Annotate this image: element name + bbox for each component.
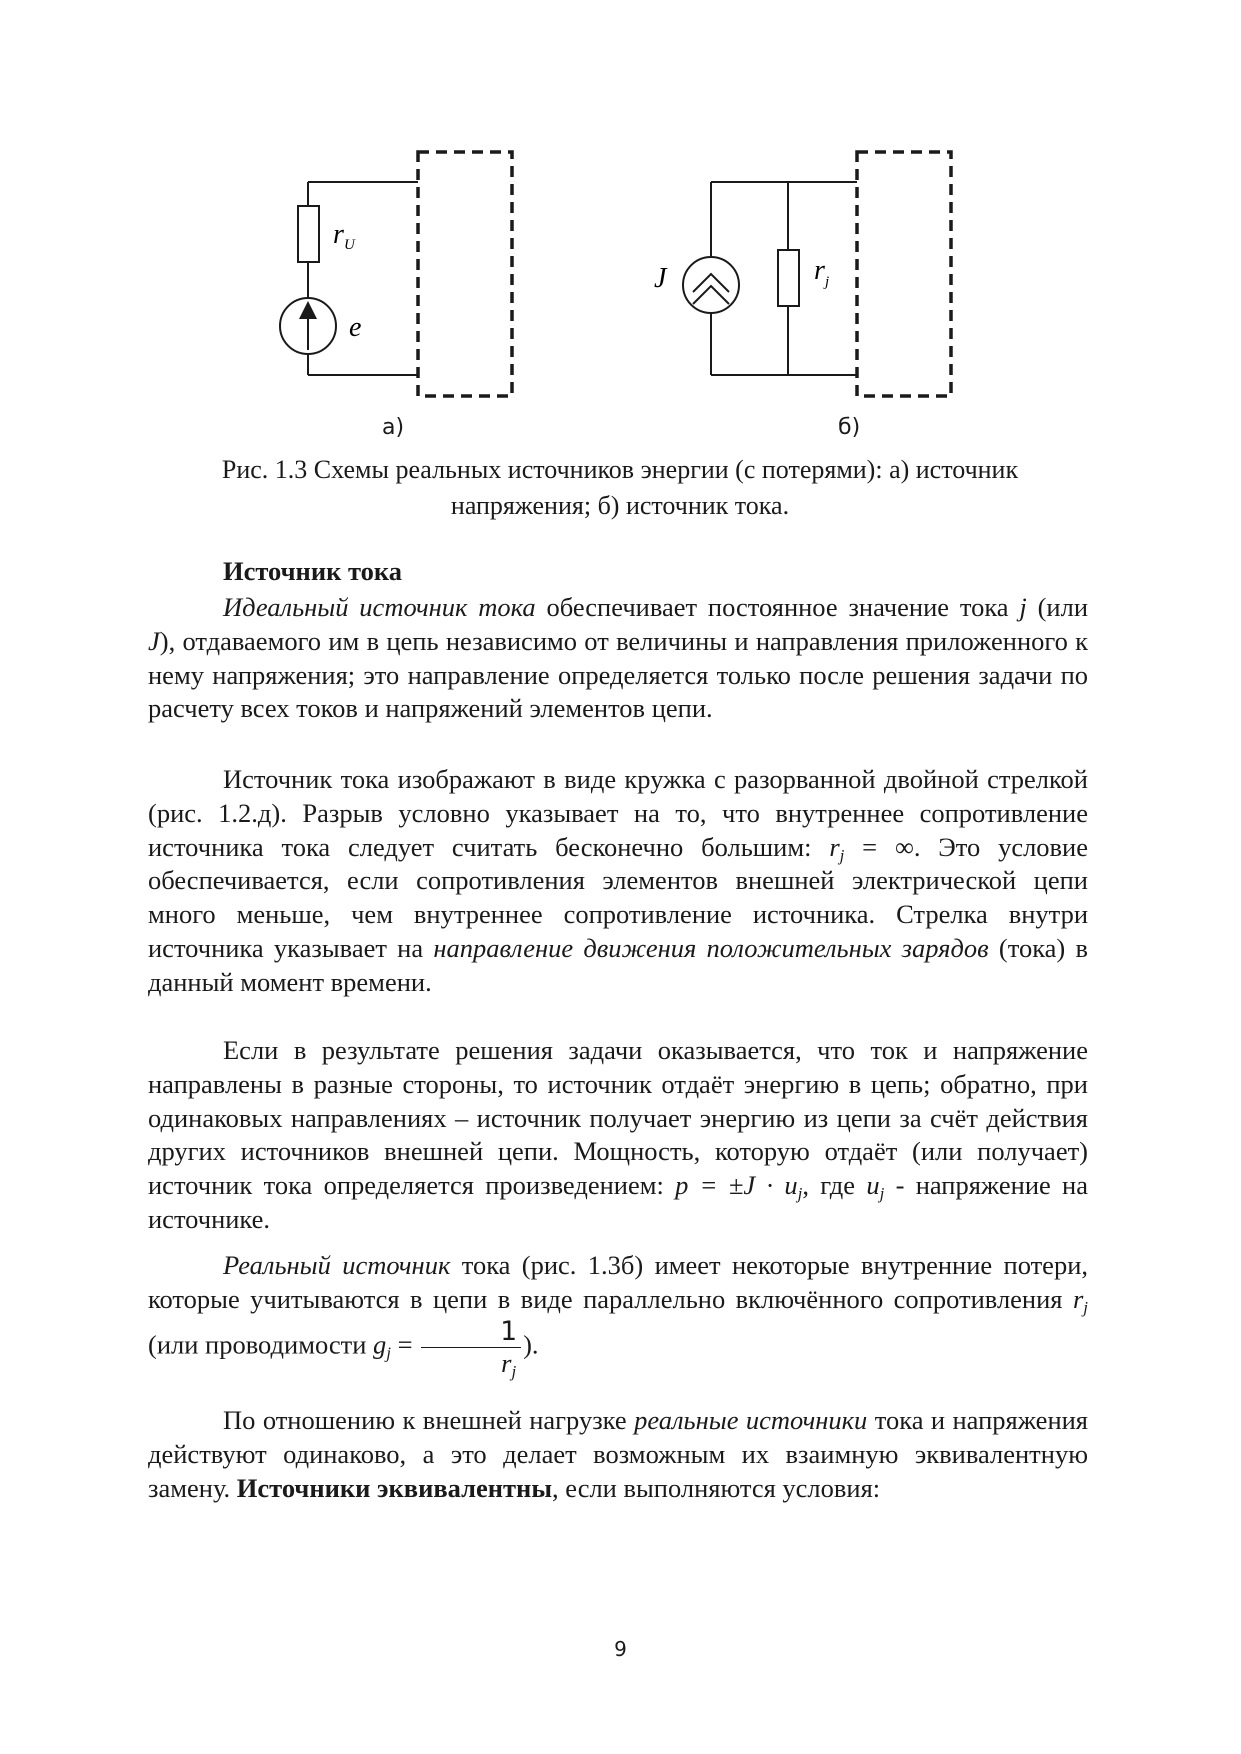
formula-r: r <box>829 831 840 862</box>
term-real-source: Реальный источник <box>223 1250 451 1280</box>
symbol-r: r <box>1072 1283 1084 1314</box>
term-charge-direction: направление движения положительных зарядов <box>433 932 989 963</box>
section-heading: Источник тока <box>223 556 403 586</box>
paragraph-ideal-current-source <box>148 591 1088 726</box>
p5-text-2: тока и напряжения действуют одинаково, а это делает возможным их взаимную эквивалентную замену. <box>148 1405 1088 1503</box>
paragraph-real-current-source <box>148 1249 1089 1381</box>
symbol-g: g <box>373 1329 387 1360</box>
p3-text-1: Если в результате решения задачи оказывается, что ток и напряжение направлены в разные стороны, то источник отдаёт энергию в цепь; обратно, при одинаковых направлениях – источник получает энергию из цепи за счёт действия других источников внешней цепи. Мощность, которую отдаёт (или получает) источник тока определяется произведением: <box>148 1035 1088 1201</box>
symbol-j: j <box>1019 592 1027 622</box>
voltage-source-circuit <box>280 152 512 396</box>
p1-text-3: ), отдаваемого им в цепь независимо от величины и направления приложенного к нему напряжения; это направление определяется только после решения задачи по расчету всех токов и напряжений элементов цепи. <box>148 625 1088 724</box>
p4-text-1: тока (рис. 1.3б) имеет некоторые внутренние потери, которые учитываются в цепи в виде параллельно включённого сопротивления <box>148 1250 1089 1314</box>
p4-text-2: (или проводимости <box>148 1329 374 1360</box>
p1-text-1: обеспечивает постоянное значение тока <box>535 592 1020 622</box>
paragraph-current-source-symbol <box>148 763 1088 1000</box>
term-equivalent-sources: Источники эквивалентны <box>236 1472 553 1503</box>
p3-text-2: , где <box>802 1170 867 1201</box>
symbol-u: u <box>866 1170 880 1201</box>
caption-line-1: Рис. 1.3 Схемы реальных источников энергии (с потерями): а) источник <box>221 455 1019 484</box>
p1-text-2: (или <box>1026 592 1088 622</box>
formula-r-sub: j <box>839 845 845 865</box>
fraction-den-sub: j <box>511 1361 517 1381</box>
symbol-u-sub: j <box>879 1184 885 1204</box>
p2-text-3: (тока) в данный момент времени. <box>148 932 1088 997</box>
p4-text-3: ). <box>523 1329 539 1360</box>
rU-label: r <box>333 219 344 250</box>
conductance-fraction <box>421 1315 521 1381</box>
rU-subscript: U <box>344 237 355 253</box>
resistor-rj-icon <box>778 250 799 306</box>
emf-arrow-icon <box>299 301 317 319</box>
figure-caption <box>150 452 1090 524</box>
power-formula-sub: j <box>797 1184 803 1204</box>
caption-line-2: напряжения; б) источник тока. <box>450 491 790 520</box>
rj-label: r <box>814 255 825 286</box>
formula-infinity: = ∞ <box>844 831 914 862</box>
symbol-J: J <box>148 625 160 656</box>
paragraph-equivalence <box>148 1404 1088 1505</box>
circuit-figures <box>0 0 1241 440</box>
power-formula: p = ±J · u <box>675 1170 798 1201</box>
fraction-den-r: r <box>501 1347 512 1378</box>
panel-label-b: б) <box>838 415 861 440</box>
symbol-g-sub: j <box>386 1343 392 1363</box>
fraction-numerator: 1 <box>421 1317 521 1348</box>
panel-label-a: а) <box>382 415 405 440</box>
resistor-rU-icon <box>298 206 319 262</box>
equals-sign: = <box>391 1329 420 1360</box>
J-label: J <box>654 263 667 294</box>
p2-text-1: Источник тока изображают в виде кружка с разорванной двойной стрелкой (рис. 1.2.д). Разрыв условно указывает на то, что внутреннее сопротивление источника тока следует считать бесконечно большим: <box>148 764 1088 862</box>
p5-text-1: По отношению к внешней нагрузке <box>223 1405 635 1435</box>
paragraph-energy-direction <box>148 1034 1088 1237</box>
external-network-box-right <box>857 152 951 396</box>
external-network-box-left <box>418 152 512 396</box>
e-label: e <box>349 312 362 343</box>
fraction-denominator <box>421 1347 521 1381</box>
p3-text-3: - напряжение на источнике. <box>148 1170 1088 1234</box>
term-real-sources: реальные источники <box>634 1405 868 1435</box>
p5-text-3: , если выполняются условия: <box>552 1472 881 1503</box>
symbol-r-sub: j <box>1083 1297 1088 1317</box>
page-number: 9 <box>614 1637 627 1661</box>
p2-text-2: . Это условие обеспечивается, если сопротивления элементов внешней электрической цепи много меньше, чем внутреннее сопротивление источника. Стрелка внутри источника указывает на <box>148 831 1089 963</box>
term-ideal-source: Идеальный источник тока <box>223 592 536 622</box>
rj-subscript: j <box>825 274 830 290</box>
